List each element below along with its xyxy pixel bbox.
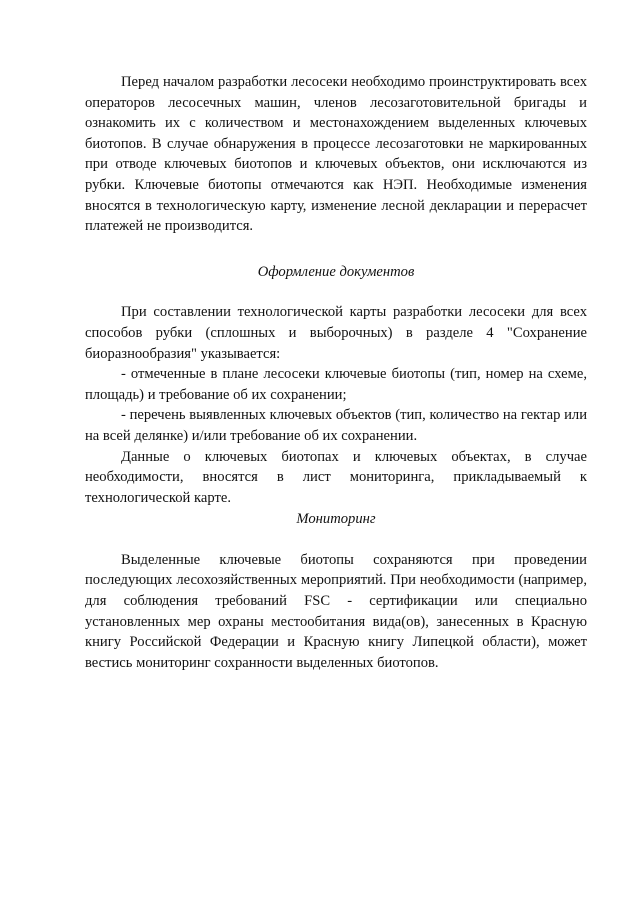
paragraph-intro: Перед началом разработки лесосеки необходимо проинструктировать всех операторов лесосечных машин, членов лесозаготовительной бригады и ознакомить их с количеством и местонахождением выделенных ключевых биотопов. В случае обнаружения в процессе лесозаготовки не маркированных при отводе ключевых биотопов и ключевых объектов, они исключаются из рубки. Ключевые биотопы отмечаются как НЭП. Необходимые изменения вносятся в технологическую карту, изменение лесной декларации и перерасчет платежей не производится. xyxy=(85,74,587,235)
heading-documents: Оформление документов xyxy=(257,263,415,280)
paragraph-tech-map: При составлении технологической карты разработки лесосеки для всех способов рубки (сплошных и выборочных) в разделе 4 "Сохранение биоразнообразия" указывается: xyxy=(85,304,587,362)
paragraph-monitoring: Выделенные ключевые биотопы сохраняются при проведении последующих лесохозяйственных мероприятий. При необходимости (например, для соблюдения требований FSC - сертификации или специально установленных мер охраны местообитания вида(ов), занесенных в Красную книгу Российской Федерации и Красную книгу Липецкой области), может вестись мониторинг сохранности выделенных биотопов. xyxy=(85,551,587,671)
bullet-objects: - перечень выявленных ключевых объектов (тип, количество на гектар или на всей делянке) и/или требование об их сохранении. xyxy=(85,407,587,444)
document-page xyxy=(85,72,587,673)
bullet-biotopes: - отмеченные в плане лесосеки ключевые биотопы (тип, номер на схеме, площадь) и требование об их сохранении; xyxy=(85,366,587,403)
heading-monitoring: Мониторинг xyxy=(296,511,376,528)
paragraph-monitoring-sheet: Данные о ключевых биотопах и ключевых объектах, в случае необходимости, вносятся в лист мониторинга, прикладываемый к технологической карте. xyxy=(85,448,587,506)
